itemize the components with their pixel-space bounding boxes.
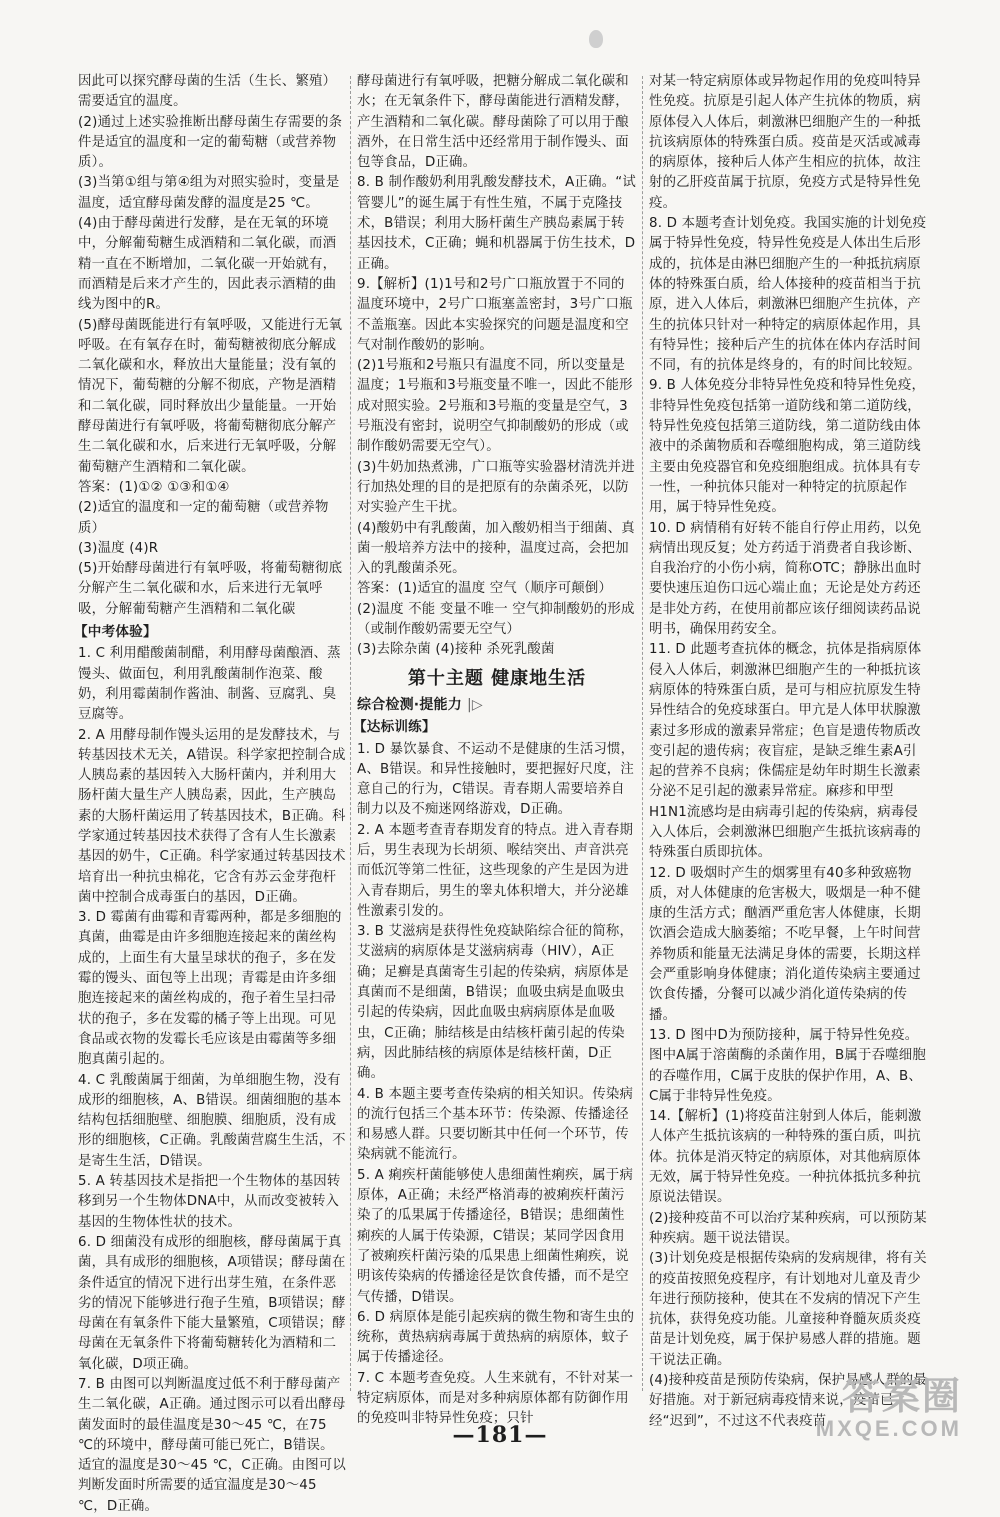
- answer-line: 答案：(1)①② ①③和①④: [78, 479, 230, 495]
- paragraph: 因此可以探究酵母菌的生活（生长、繁殖）需要适宜的温度。: [78, 74, 337, 110]
- question-answer: 9.【解析】(1)1号和2号广口瓶放置于不同的温度环境中，2号广口瓶塞盖密封，3号广口瓶不盖瓶塞。因此本实验探究的问题是温度和空气对制作酸奶的影响。: [357, 276, 633, 353]
- question-answer: 1. C 利用醋酸菌制醋，利用酵母菌酿酒、蒸馒头、做面包，利用乳酸菌制作泡菜、酸奶，利用霉菌制作酱油、制酱、豆腐乳、臭豆腐等。: [78, 646, 341, 723]
- question-answer: 7. B 由图可以判断温度过低不利于酵母菌产生二氧化碳，A正确。通过图示可以看出酵母菌发面时的最佳温度是30～45 ℃，在75 ℃的环境中，酵母菌可能已死亡，B错误。适宜的温度是30～45 ℃，C正确。由图可以判断发面时所需要的适宜温度是30～45 ℃，D正确。: [78, 1377, 346, 1514]
- answer-line: (3)温度 (4)R: [78, 540, 159, 556]
- answer-line: (5)开始酵母菌进行有氧呼吸，将葡萄糖彻底分解产生二氧化碳和水，后来进行无氧呼吸，分解葡萄糖产生酒精和二氧化碳: [78, 561, 343, 617]
- paragraph: (5)酵母菌既能进行有氧呼吸，又能进行无氧呼吸。在有氧存在时，葡萄糖被彻底分解成二氧化碳和水，释放出大量能量；没有氧的情况下，葡萄糖的分解不彻底，产物是酒精和二氧化碳，同时释放出少量能量。一开始酵母菌进行有氧呼吸，将葡萄糖彻底分解产生二氧化碳和水，后来进行无氧呼吸，分解葡萄糖产生酒精和二氧化碳。: [78, 317, 343, 475]
- theme-title: 第十主题 健康地生活: [407, 667, 587, 689]
- question-answer: 2. A 本题考查青春期发育的特点。进入青春期后，男生表现为长胡须、喉结突出、声音洪亮而低沉等第二性征，这些现象的产生是因为进入青春期后，男生的睾丸体积增大，并分泌雄性激素引发的。: [357, 822, 634, 919]
- question-answer: 4. B 本题主要考查传染病的相关知识。传染病的流行包括三个基本环节：传染源、传播途径和易感人群。只要切断其中任何一个环节，传染病就不能流行。: [357, 1086, 634, 1163]
- question-answer: 6. D 病原体是能引起疾病的微生物和寄生虫的统称，黄热病病毒属于黄热病的病原体，蚊子属于传播途径。: [357, 1309, 635, 1366]
- answer-line: (3)去除杂菌 (4)接种 杀死乳酸菌: [357, 642, 555, 658]
- paragraph: (3)计划免疫是根据传染病的发病规律，将有关的疫苗按照免疫程序，有计划地对儿童及青少年进行预防接种，使其在不发病的情况下产生抗体，获得免疫功能。儿童接种脊髓灰质炎疫苗是计划免疫，属于保护易感人群的措施。题干说法正确。: [649, 1251, 927, 1368]
- question-answer: 12. D 吸烟时产生的烟雾里有40多种致癌物质，对人体健康的危害极大，吸烟是一种不健康的生活方式；酗酒严重危害人体健康，长期饮酒会造成大脑萎缩；不吃早餐，上午时间营养物质和能量无法满足身体的需要，长期这样会严重影响身体健康；消化道传染病主要通过饮食传播，分餐可以减少消化道传染病的传播。: [649, 865, 921, 1023]
- column-middle: [353, 72, 637, 1427]
- section-heading: 【达标训练】: [353, 719, 436, 736]
- column-divider: [350, 76, 351, 1391]
- paragraph: (2)通过上述实验推断出酵母菌生存需要的条件是适宜的温度和一定的葡萄糖（或营养物质）。: [78, 114, 343, 171]
- question-answer: 9. B 人体免疫分非特异性免疫和特异性免疫，非特异性免疫包括第一道防线和第二道防线，特异性免疫包括第三道防线，第二道防线由体液中的杀菌物质和吞噬细胞构成，第三道防线主要由免疫器官和免疫细胞组成。抗体具有专一性，一种抗体只能对一种特定的抗原起作用，属于特异性免疫。: [649, 378, 926, 516]
- question-answer: 8. B 制作酸奶利用乳酸发酵技术，A正确。“试管婴儿”的诞生属于有性生殖，不属于克隆技术，B错误；利用大肠杆菌生产胰岛素属于转基因技术，C正确；蝇和机器属于仿生技术，D正确。: [357, 175, 637, 272]
- page-ornament-icon: [589, 30, 603, 48]
- question-answer: 11. D 此题考查抗体的概念，抗体是指病原体侵入人体后，刺激淋巴细胞产生的一种抵抗该病原体的特殊蛋白质，是可与相应抗原发生特异性结合的免疫球蛋白。甲亢是人体甲状腺激素过多形成的激素异常症；色盲是遗传物质改变引起的遗传病；夜盲症，是缺乏维生素A引起的营养不良病；侏儒症是幼年时期生长激素分泌不足引起的激素异常症。麻疹和甲型H1N1流感均是由病毒引起的传染病，病毒侵入人体后，会刺激淋巴细胞产生抵抗该病毒的特殊蛋白质即抗体。: [649, 642, 922, 861]
- sub-heading-text: 综合检测·提能力: [357, 696, 462, 713]
- answer-line: (2)温度 不能 变量不唯一 空气抑制酸奶的形成（或制作酸奶需要无空气）: [357, 601, 635, 638]
- paragraph: (3)当第①组与第④组为对照实验时，变量是温度，适宜酵母菌发酵的温度是25 ℃。: [78, 175, 340, 211]
- question-answer: 4. C 乳酸菌属于细菌，为单细胞生物，没有成形的细胞核，A、B错误。细菌细胞的基本结构包括细胞壁、细胞膜、细胞质，没有成形的细胞核，C正确。乳酸菌营腐生生活，不是寄生生活，D错误。: [78, 1072, 346, 1169]
- arrow-icon: |▷: [467, 696, 483, 713]
- page-number: —181—: [452, 1422, 548, 1448]
- answer-line: 答案：(1)适宜的温度 空气（顺序可颠倒）: [357, 581, 613, 597]
- watermark-url: MXQE.COM: [815, 1416, 962, 1441]
- sub-heading: [357, 695, 637, 715]
- question-answer: 1. D 暴饮暴食、不运动不是健康的生活习惯，A、B错误。和异性接触时，要把握好尺度，注意自己的行为，C错误。青春期人需要培养自制力以及不痴迷网络游戏，D正确。: [357, 741, 635, 818]
- question-answer: 2. A 用酵母制作馒头运用的是发酵技术，与转基因技术无关，A错误。科学家把控制合成人胰岛素的基因转入大肠杆菌内，并利用大肠杆菌大量生产人胰岛素，因此，生产胰岛素的大肠杆菌运用了转基因技术，B正确。科学家通过转基因技术获得了含有人生长激素基因的奶牛，C正确。科学家通过转基因技术培育出一种抗虫棉花，它含有苏云金芽孢杆菌中控制合成毒蛋白的基因，D正确。: [78, 727, 346, 905]
- paragraph: (2)接种疫苗不可以治疗某种疾病，可以预防某种疾病。题干说法错误。: [649, 1210, 927, 1246]
- paragraph: (2)1号瓶和2号瓶只有温度不同，所以变量是温度；1号瓶和3号瓶变量不唯一，因此不能形成对照实验。2号瓶和3号瓶的变量是空气，3号瓶没有密封，说明空气抑制酸奶的形成（或制作酸奶需要无空气）。: [357, 358, 633, 455]
- answer-line: (2)适宜的温度和一定的葡萄糖（或营养物质）: [78, 500, 329, 536]
- watermark-text: 答案圈: [841, 1376, 962, 1418]
- column-divider: [642, 76, 643, 1391]
- question-answer: 13. D 图中D为预防接种，属于特异性免疫。图中A属于溶菌酶的杀菌作用，B属于吞噬细胞的吞噬作用，C属于皮肤的保护作用，A、B、C属于非特异性免疫。: [649, 1027, 926, 1104]
- question-answer: 7. C 本题考查免疫。人生来就有，不针对某一特定病原体，而是对多种病原体都有防御作用的免疫叫非特异性免疫；只针: [357, 1370, 634, 1427]
- question-answer: 10. D 病情稍有好转不能自行停止用药，以免病情出现反复；处方药适于消费者自我诊断、自我治疗的小伤小病，简称OTC；静脉出血时要快速压迫伤口远心端止血；无论是处方药还是非处方药，在使用前都应该仔细阅读药品说明书，确保用药安全。: [649, 520, 922, 638]
- question-answer: 14.【解析】(1)将疫苗注射到人体后，能刺激人体产生抵抗该病的一种特殊的蛋白质，叫抗体。抗体是消灭特定的病原体，对其他病原体无效，属于特异性免疫。一种抗体抵抗多种抗原说法错误。: [649, 1109, 922, 1206]
- question-answer: 6. D 细菌没有成形的细胞核，酵母菌属于真菌，具有成形的细胞核，A项错误；酵母菌在条件适宜的情况下进行出芽生殖，在条件恶劣的情况下能够进行孢子生殖，B项错误；酵母菌在有氧条件下能大量繁殖，C项错误；酵母菌在无氧条件下将葡萄糖转化为酒精和二氧化碳，D项正确。: [78, 1234, 346, 1372]
- section-heading: 【中考体验】: [74, 624, 157, 641]
- paragraph: 对某一特定病原体或异物起作用的免疫叫特异性免疫。抗原是引起人体产生抗体的物质，病原体侵入人体后，刺激淋巴细胞产生的一种抵抗该病原体的特殊蛋白质。疫苗是灭活或减毒的病原体，接种后人体产生相应的抗体，故注射的乙肝疫苗属于抗原，免疫方式是特异性免疫。: [649, 74, 921, 211]
- paragraph: (4)接种疫苗是预防传染病，保护易感人群的最好措施。对于新冠病毒疫情来说，疫苗已经“迟到”，不过这不代表疫苗: [649, 1373, 927, 1429]
- paragraph: (3)牛奶加热煮沸，广口瓶等实验器材清洗并进行加热处理的目的是把原有的杂菌杀死，以防对实验产生干扰。: [357, 459, 635, 516]
- watermark-logo: [816, 1377, 962, 1441]
- question-answer: 8. D 本题考查计划免疫。我国实施的计划免疫属于特异性免疫，特异性免疫是人体出生后形成的，抗体是由淋巴细胞产生的一种抵抗病原体的特殊蛋白质，给人体接种的疫苗相当于抗原，进入人体后，刺激淋巴细胞产生抗体，产生的抗体只针对一种特定的病原体起作用，具有特异性；接种后产生的抗体在体内存活时间不同，有的抗体是终身的，有的时间比较短。: [649, 216, 927, 374]
- question-answer: 3. D 霉菌有曲霉和青霉两种，都是多细胞的真菌，曲霉是由许多细胞连接起来的菌丝构成的，上面生有大量呈球状的孢子，多在发霉的馒头、面包等上出现；青霉是由许多细胞连接起来的菌丝构成的，孢子着生呈扫帚状的孢子，多在发霉的橘子等上出现。可见食品或衣物的发霉长毛应该是由霉菌等多细胞真菌引起的。: [78, 910, 342, 1068]
- paragraph: 酵母菌进行有氧呼吸，把糖分解成二氧化碳和水；在无氧条件下，酵母菌能进行酒精发酵，产生酒精和二氧化碳。酵母菌除了可以用于酿酒外，在日常生活中还经常用于制作馒头、面包等食品，D正确。: [357, 74, 629, 171]
- question-answer: 3. B 艾滋病是获得性免疫缺陷综合征的简称，艾滋病的病原体是艾滋病病毒（HIV），A正确；足癣是真菌寄生引起的传染病，病原体是真菌而不是细菌，B错误；血吸虫病是血吸虫引起的传染病，因此血吸虫病病原体是血吸虫，C正确；肺结核是由结核杆菌引起的传染病，因此肺结核的病原体是结核杆菌，D正确。: [357, 924, 634, 1082]
- column-left: [74, 72, 346, 1514]
- question-answer: 5. A 转基因技术是指把一个生物体的基因转移到另一个生物体DNA中，从而改变被转入基因的生物体性状的技术。: [78, 1174, 341, 1230]
- paragraph: (4)酸奶中有乳酸菌，加入酸奶相当于细菌、真菌一般培养方法中的接种，温度过高，会把加入的乳酸菌杀死。: [357, 520, 635, 577]
- question-answer: 5. A 痢疾杆菌能够使人患细菌性痢疾，属于病原体，A正确；未经严格消毒的被痢疾杆菌污染了的瓜果属于传播途径，B错误；患细菌性痢疾的人属于传染源，C错误；某同学因食用了被痢疾杆菌污染的瓜果患上细菌性痢疾，说明该传染病的传播途径是饮食传播，而不是空气传播，D错误。: [357, 1167, 634, 1305]
- paragraph: (4)由于酵母菌进行发酵，是在无氧的环境中，分解葡萄糖生成酒精和二氧化碳，而酒精一直在不断增加，二氧化碳一开始就有，而酒精是后来才产生的，因此表示酒精的曲线为图中的R。: [78, 216, 337, 313]
